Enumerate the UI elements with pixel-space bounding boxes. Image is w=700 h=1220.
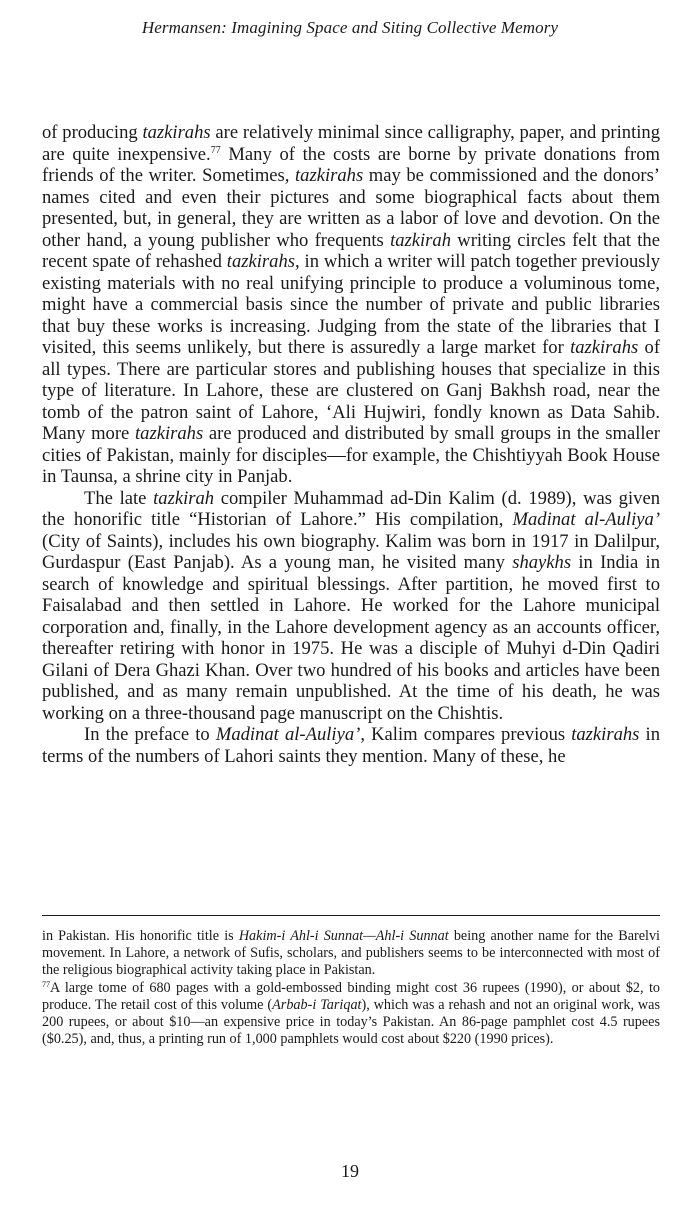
italic-term: Madinat al-Auliya’ [512, 509, 661, 530]
footnotes [42, 928, 660, 1048]
text-run: being another name for the Barelvi movement. In Lahore, a network of Sufis, scholars, and publishers seems to be interconnected with most of the religious biographical activity taking place in Pakistan. [42, 928, 660, 979]
running-head: Hermansen: Imagining Space and Siting Collective Memory [141, 18, 559, 37]
text-run: in Pakistan. His honorific title is [42, 928, 239, 944]
text-run: writing circles felt that the recent spate of rehashed [42, 229, 660, 272]
italic-term: shaykhs [512, 552, 572, 573]
footnote-divider [42, 915, 660, 916]
italic-term: tazkirah [390, 229, 452, 251]
footnote-marker: 77 [210, 144, 221, 156]
italic-term: tazkirahs [295, 165, 364, 186]
italic-term: tazkirahs [571, 724, 640, 745]
text-run: may be commissioned and the donors’ names cited and even their pictures and some biographical facts about them presented, but, in general, they are written as a labor of love and devotion. On the other hand, a young publisher who frequents [42, 165, 660, 251]
body-paragraph [42, 122, 660, 488]
text-run: In the preface to [84, 724, 216, 745]
italic-term: tazkirahs [142, 122, 211, 143]
text-run: in terms of the numbers of Lahori saints they mention. Many of these, he [42, 724, 660, 767]
italic-term: tazkirahs [226, 251, 295, 272]
text-run: of all types. There are particular stores and publishing houses that specialize in this type of literature. In Lahore, these are clustered on Ganj Bakhsh road, near the tomb of the patron saint of Lahore, ‘Ali Hujwiri, fondly known as Data Sahib. Many more [42, 337, 661, 444]
text-run: compiler Muhammad ad-Din Kalim (d. 1989), was given the honorific title “Historian of Lahore.” His compilation, [42, 487, 660, 530]
body-paragraph [42, 724, 660, 767]
text-run: of producing [42, 122, 143, 143]
text-run: , Kalim compares previous [360, 724, 572, 745]
italic-term: Madinat al-Auliya’ [215, 724, 361, 745]
italic-term: Hakim-i Ahl-i Sunnat—Ahl-i Sunnat [238, 928, 449, 944]
footnote-marker: 77 [42, 979, 50, 989]
body-text [42, 122, 660, 767]
footnote [42, 980, 660, 1049]
page-number: 19 [341, 1161, 359, 1181]
italic-term: tazkirahs [135, 423, 204, 444]
text-run: The late [84, 487, 154, 509]
text-run: (City of Saints), includes his own biography. Kalim was born in 1917 in Dalilpur, Gurdaspur (East Panjab). As a young man, he visited many [42, 530, 660, 573]
text-run: Many of the costs are borne by private donations from friends of the writer. Sometimes, [42, 143, 660, 186]
text-run: in India in search of knowledge and spiritual blessings. After partition, he moved first to Faisalabad and then settled in Lahore. He worked for the Lahore municipal corporation and, finally, in the Lahore development agency as an accounts officer, thereafter retiring with honor in 1975. He was a disciple of Muhyi d-Din Qadiri Gilani of Dera Ghazi Khan. Over two hundred of his books and articles have been published, and as many remain unpublished. At the time of his death, he was working on a three-thousand page manuscript on the Chishtis. [42, 552, 661, 724]
italic-term: Arbab-i Tariqat [272, 996, 362, 1013]
text-run: are relatively minimal since calligraphy, paper, and printing are quite inexpensive. [42, 122, 660, 165]
body-paragraph [42, 488, 660, 725]
footnote [42, 928, 660, 980]
italic-term: tazkirahs [570, 337, 639, 358]
text-run: ), which was a rehash and not an original work, was 200 rupees, or about $10—an expensive price in today’s Pakistan. An 86-page pamphlet cost 4.5 rupees ($0.25), and, thus, a printing run of 1,000 pamphlets would cost about $220 (1990 prices). [42, 996, 660, 1048]
text-run: , in which a writer will patch together previously existing materials with no real unifying principle to produce a voluminous tome, might have a commercial basis since the number of private and public libraries that buy these works is increasing. Judging from the state of the libraries that I visited, this seems unlikely, but there is assuredly a large market for [42, 251, 661, 358]
text-run: are produced and distributed by small groups in the smaller cities of Pakistan, mainly for disciples—for example, the Chishtiyyah Book House in Taunsa, a shrine city in Panjab. [42, 423, 660, 487]
text-run: A large tome of 680 pages with a gold-embossed binding might cost 36 rupees (1990), or about $2, to produce. The retail cost of this volume ( [42, 979, 660, 1013]
italic-term: tazkirah [153, 487, 215, 509]
